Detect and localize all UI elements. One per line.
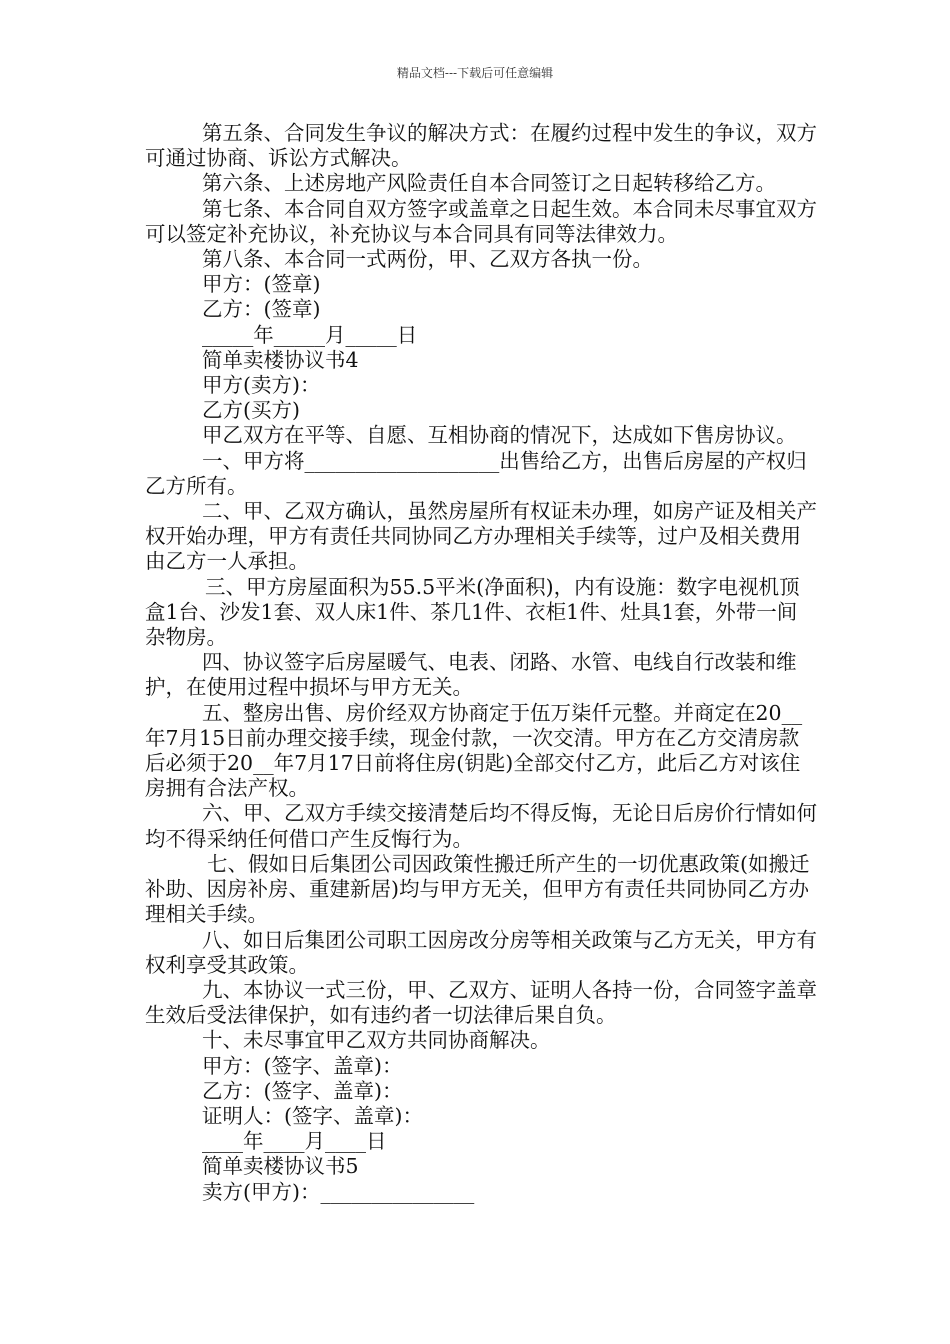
paragraph-clause-9: 九、本协议一式三份，甲、乙双方、证明人各持一份，合同签字盖章生效后受法律保护，如有违约者一切法律后果自负。 xyxy=(145,977,817,1028)
paragraph-clause-2: 二、甲、乙双方确认，虽然房屋所有权证未办理，如房产证及相关产权开始办理，甲方有责任共同协同乙方办理相关手续等，过户及相关费用由乙方一人承担。 xyxy=(145,499,817,574)
document-body xyxy=(145,121,817,1205)
section-title-4: 简单卖楼协议书4 xyxy=(202,347,359,372)
paragraph-article-6: 第六条、上述房地产风险责任自本合同签订之日起转移给乙方。 xyxy=(202,171,776,196)
paragraph-article-5: 第五条、合同发生争议的解决方式：在履约过程中发生的争议，双方可通过协商、诉讼方式解决。 xyxy=(145,121,817,171)
paragraph-clause-7: 七、假如日后集团公司因政策性搬迁所产生的一切优惠政策(如搬迁补助、因房补房、重建新居)均与甲方无关，但甲方有责任共同协同乙方办理相关手续。 xyxy=(145,851,810,927)
paragraph-clause-8: 八、如日后集团公司职工因房改分房等相关政策与乙方无关，甲方有权利享受其政策。 xyxy=(145,927,817,977)
paragraph-clause-4: 四、协议签字后房屋暖气、电表、闭路、水管、电线自行改装和维护，在使用过程中损坏与甲方无关。 xyxy=(145,650,797,700)
signature-witness: 证明人：(签字、盖章)： xyxy=(202,1103,423,1128)
paragraph-article-7: 第七条、本合同自双方签字或盖章之日起生效。本合同未尽事宜双方可以签定补充协议，补充协议与本合同具有同等法律效力。 xyxy=(145,196,817,246)
date-line: _____年_____月_____日 xyxy=(202,322,418,347)
party-b-buyer: 乙方(买方) xyxy=(202,398,300,423)
paragraph-clause-5: 五、整房出售、房价经双方协商定于伍万柒仟元整。并商定在20__年7月15日前办理交接手续，现金付款，一次交清。甲方在乙方交清房款后必须于20__年7月17日前将住房(钥匙)全部交付乙方，此后乙方对该住房拥有合法产权。 xyxy=(145,700,803,801)
paragraph-clause-3: 三、甲方房屋面积为55.5平米(净面积)，内有设施：数字电视机顶盒1台、沙发1套、双人床1件、茶几1件、衣柜1件、灶具1套，外带一间杂物房。 xyxy=(145,574,800,650)
paragraph-clause-6: 六、甲、乙双方手续交接清楚后均不得反悔，无论日后房价行情如何均不得采纳任何借口产生反悔行为。 xyxy=(145,801,817,851)
date-line-2: ____年____月____日 xyxy=(202,1129,387,1154)
page-header: 精品文档---下载后可任意编辑 xyxy=(396,66,554,80)
signature-party-a: 甲方：(签章) xyxy=(202,272,321,297)
party-a-seller: 甲方(卖方)： xyxy=(202,373,321,398)
paragraph-intro: 甲乙双方在平等、自愿、互相协商的情况下，达成如下售房协议。 xyxy=(202,423,797,448)
seller-party-a: 卖方(甲方)：_______________ xyxy=(202,1179,475,1204)
paragraph-clause-10: 十、未尽事宜甲乙双方共同协商解决。 xyxy=(202,1028,551,1053)
paragraph-article-8: 第八条、本合同一式两份，甲、乙双方各执一份。 xyxy=(202,247,653,272)
paragraph-clause-1: 一、甲方将___________________出售给乙方，出售后房屋的产权归乙方所有。 xyxy=(145,448,807,498)
signature-party-b-2: 乙方：(签字、盖章)： xyxy=(202,1078,403,1103)
section-title-5: 简单卖楼协议书5 xyxy=(202,1154,359,1179)
signature-party-a-2: 甲方：(签字、盖章)： xyxy=(202,1053,403,1078)
signature-party-b: 乙方：(签章) xyxy=(202,297,321,322)
